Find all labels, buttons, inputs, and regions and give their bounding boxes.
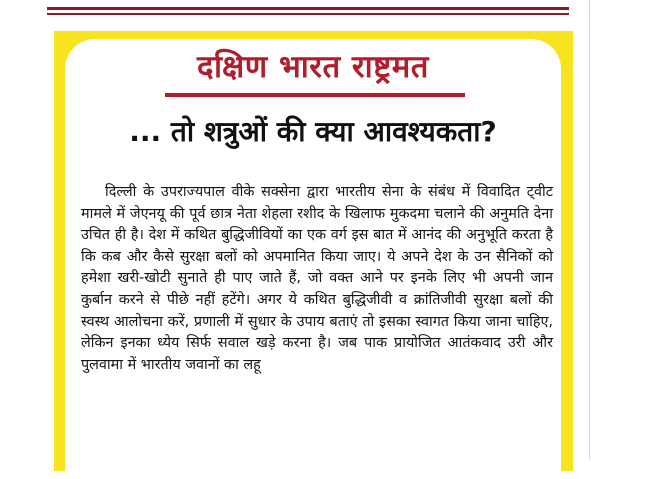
masthead: दक्षिण भारत राष्ट्रमत [197, 49, 429, 85]
column-divider [589, 0, 590, 460]
top-rule [47, 7, 569, 10]
editorial-panel [65, 39, 561, 479]
headline: ... तो शत्रुओं की क्या आवश्यकता? [129, 115, 497, 148]
article-body [81, 182, 553, 376]
article-body-text: दिल्ली के उपराज्यपाल वीके सक्सेना द्वारा भारतीय सेना के संबंध में विवादित ट्वीट मामले में जेएनयू की पूर्व छात्र नेता शेहला रशीद के खिलाफ मुकदमा चलाने की अनुमति देना उचित ही है। देश में कथित बुद्धिजीवियों का एक वर्ग इस बात में आनंद की अनुभूति करता है कि कब और कैसे सुरक्षा बलों को अपमानित किया जाए। ये अपने देश के उन सैनिकों को हमेशा खरी-खोटी सुनाते ही पाए जाते हैं, जो वक्त आने पर इनके लिए भी अपनी जान कुर्बान करने से पीछे नहीं हटेंगे। अगर ये कथित बुद्धिजीवी व क्रांतिजीवी सुरक्षा बलों की स्वस्थ आलोचना करें, प्रणाली में सुधार के उपाय बताएं तो इसका स्वागत किया जाना चाहिए, लेकिन इनका ध्येय सिर्फ सवाल खड़े करना है। जब पाक प्रायोजित आतंकवाद उरी और पुलवामा में भारतीय जवानों का लहू [81, 184, 553, 373]
masthead-underline [165, 93, 465, 97]
top-rule-secondary [47, 13, 569, 15]
